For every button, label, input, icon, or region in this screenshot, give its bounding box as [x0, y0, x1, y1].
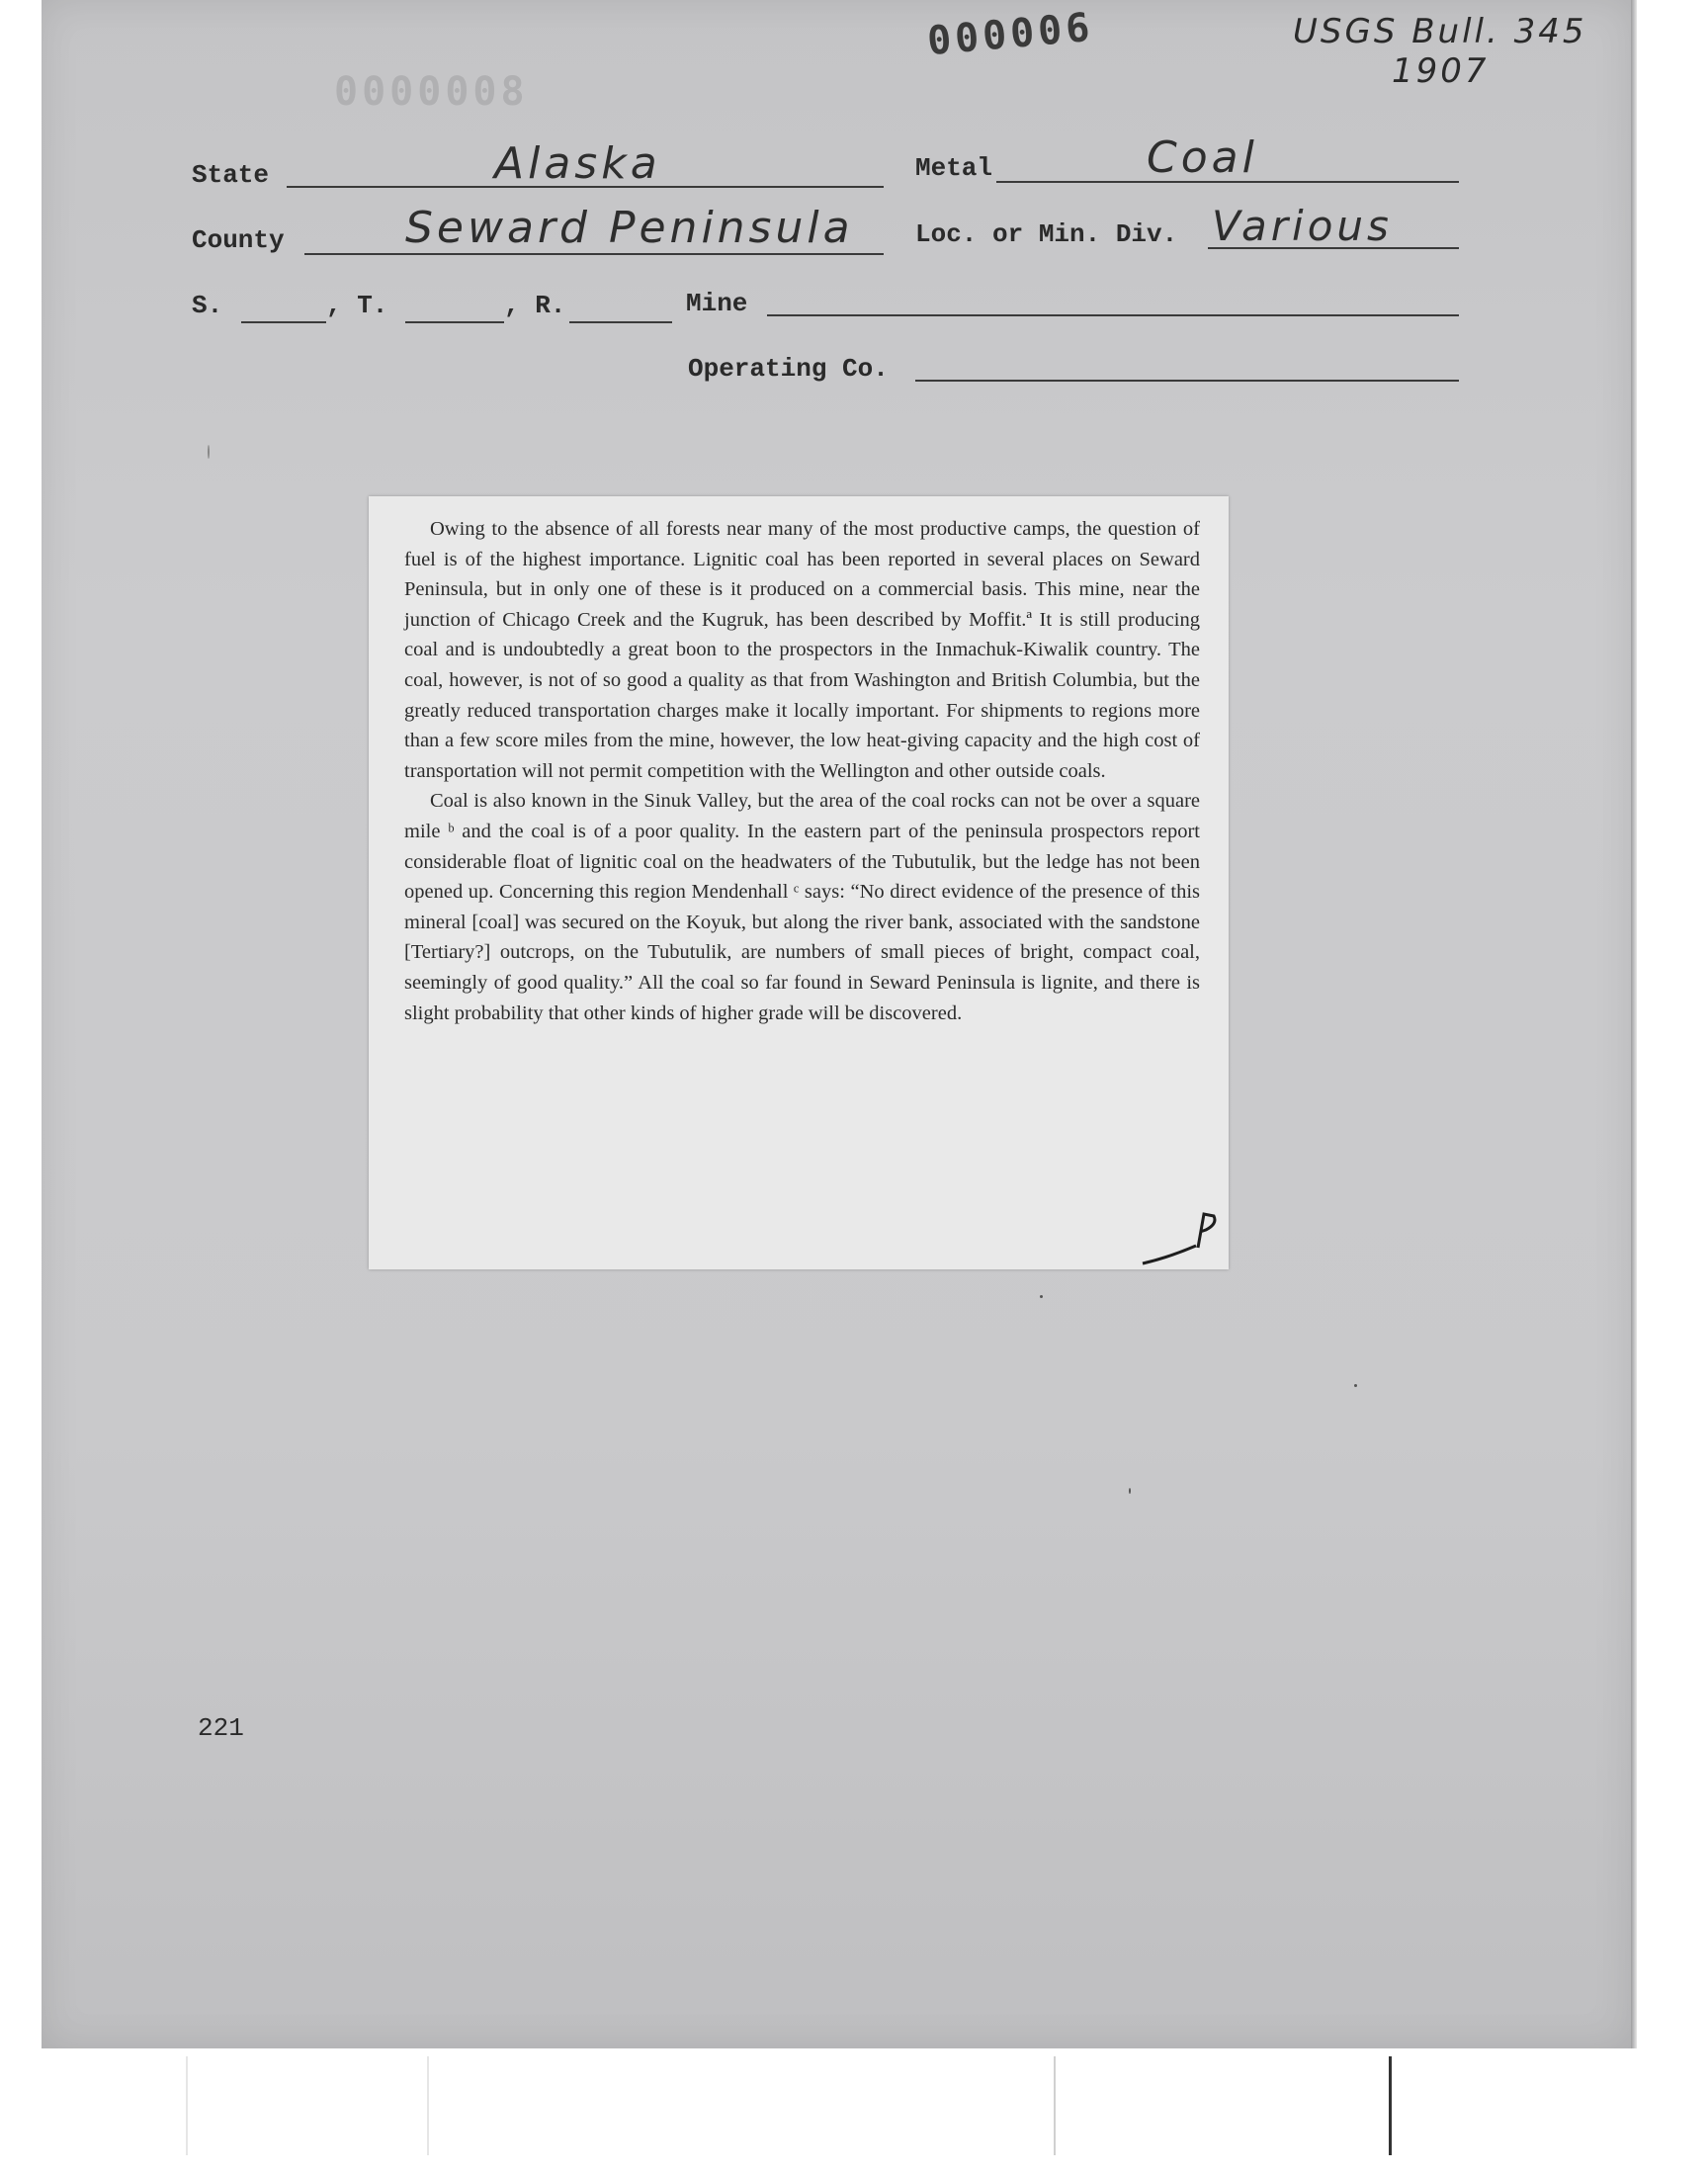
county-value: Seward Peninsula [405, 203, 854, 253]
metal-value: Coal [1147, 132, 1258, 183]
loc-value: Various [1212, 202, 1393, 250]
township-label: , T. [326, 291, 388, 320]
scan-artifact-line [1054, 2056, 1056, 2155]
clipping-paragraph-1: Owing to the absence of all forests near many of the most productive camps, the question of fuel is of the highest importance. Lignitic coal has been reported in several places on Seward Peninsula, but in only one of these is it produced on a commercial basis. This mine, near the junction of Chicago Creek and the Kugruk, has been described by Moffit.ª It is still producing coal and is undoubtedly a great boon to the prospectors in the Inmachuk-Kiwalik country. The coal, however, is not of so good a quality as that from Washington and British Columbia, but the greatly reduced transportation charges make it locally important. For shipments to regions more than a few score miles from the mine, however, the low heat-giving capacity and the high cost of transportation will not permit competition with the Wellington and other outside coals. [404, 518, 1200, 782]
state-value: Alaska [494, 138, 661, 189]
range-label: , R. [504, 291, 566, 320]
mine-line [767, 314, 1459, 316]
source-annotation-line2: 1907 [1392, 51, 1490, 91]
county-label: County [192, 225, 285, 255]
pencil-mark [208, 445, 210, 459]
faint-stamp: 0000008 [334, 69, 529, 115]
scan-artifact-line [1389, 2056, 1392, 2155]
handwritten-initial-mark [1139, 1208, 1218, 1267]
speck [1354, 1384, 1357, 1387]
card-edge-shadow [1631, 0, 1637, 2048]
clipping-paragraph-2: Coal is also known in the Sinuk Valley, but the area of the coal rocks can not be over a square mile ᵇ and the coal is of a poor quality. In the eastern part of the peninsula prospectors report considerable float of lignitic coal on the headwaters of the Tubutulik, but the ledge has not been opened up. Concerning this region Mendenhall ᶜ says: “No direct evidence of the presence of this mineral [coal] was secured on the Koyuk, but along the river bank, associated with the sandstone [Tertiary?] outcrops, on the Tubutulik, are numbers of small pieces of bright, compact coal, seemingly of good quality.” All the coal so far found in Seward Peninsula is lignite, and there is slight probability that other kinds of higher grade will be discovered. [404, 790, 1200, 1024]
mine-label: Mine [686, 289, 748, 318]
speck [1129, 1488, 1131, 1494]
section-label: S. [192, 291, 223, 320]
loc-label: Loc. or Min. Div. [915, 219, 1178, 249]
scan-margin [0, 2048, 1708, 2175]
pasted-text-clipping [369, 496, 1229, 1269]
section-line [241, 321, 326, 323]
operating-co-label: Operating Co. [688, 354, 889, 384]
clipping-text [404, 514, 1200, 1028]
scan-artifact-line [186, 2056, 188, 2155]
metal-label: Metal [915, 153, 993, 183]
scan-artifact-line [427, 2056, 429, 2155]
state-label: State [192, 160, 270, 190]
township-line [405, 321, 504, 323]
serial-number-stamp: 000006 [925, 4, 1096, 65]
page-number: 221 [198, 1713, 244, 1743]
range-line [569, 321, 672, 323]
operating-co-line [915, 380, 1459, 382]
source-annotation-line1: USGS Bull. 345 [1293, 12, 1587, 51]
county-line [304, 253, 884, 255]
speck [1040, 1295, 1043, 1298]
